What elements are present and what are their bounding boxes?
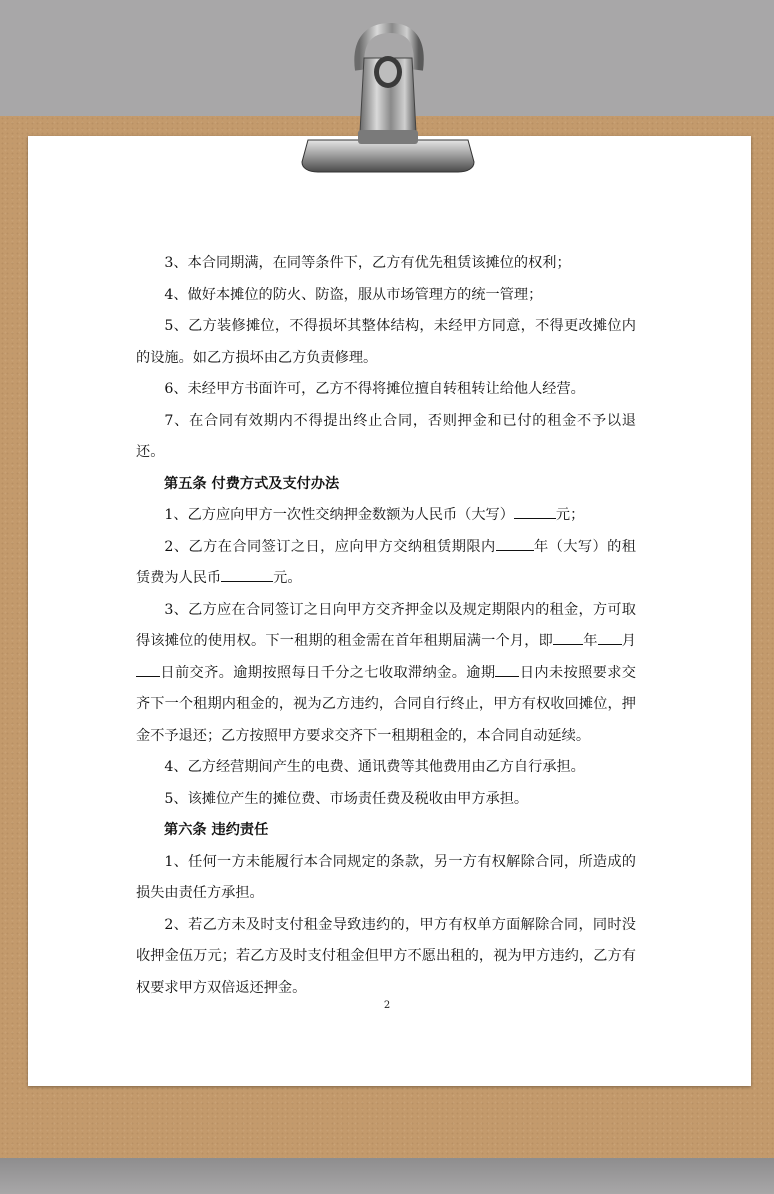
binder-clip-icon — [298, 22, 478, 182]
overdue-days-blank — [495, 676, 519, 677]
payment-clause-3: 3、乙方应在合同签订之日向甲方交齐押金以及规定期限内的租金，方可取得该摊位的使用权。下一租期的租金需在首年租期届满一个月，即 年 月日前交齐。逾期按照每日千分之七收取滞纳金。逾期 日内未按照要求交齐下一个租期内租金的，视为乙方违约，合同自行终止，甲方有权收回摊位，押金不予退还；乙方按照甲方要求交齐下一租期租金的，本合同自动延续。 — [136, 601, 636, 744]
clause-4: 4、做好本摊位的防火、防盗，服从市场管理方的统一管理； — [164, 286, 543, 303]
rent-amount-blank — [221, 581, 273, 582]
page-number: 2 — [383, 1000, 391, 1011]
lease-years-blank — [496, 550, 534, 551]
liability-clause-2: 2、若乙方未及时支付租金导致违约的，甲方有权单方面解除合同，同时没收押金伍万元；若乙方及时支付租金但甲方不愿出租的，视为甲方违约，乙方有权要求甲方双倍返还押金。 — [136, 916, 636, 996]
liability-clause-1: 1、任何一方未能履行本合同规定的条款，另一方有权解除合同，所造成的损失由责任方承担。 — [136, 853, 636, 901]
payment-clause-5: 5、该摊位产生的摊位费、市场责任费及税收由甲方承担。 — [164, 790, 529, 807]
clause-5: 5、乙方装修摊位，不得损坏其整体结构，未经甲方同意，不得更改摊位内的设施。如乙方损坏由乙方负责修理。 — [136, 318, 636, 366]
section-6-heading: 第六条 违约责任 — [164, 822, 269, 838]
deposit-amount-blank — [514, 518, 556, 519]
due-month-blank — [598, 644, 622, 645]
clause-7: 7、在合同有效期内不得提出终止合同，否则押金和已付的租金不予以退还。 — [136, 412, 636, 460]
payment-clause-2: 2、乙方在合同签订之日，应向甲方交纳租赁期限内 年（大写）的租赁费为人民币 元。 — [136, 538, 636, 586]
contract-text — [136, 248, 636, 1004]
payment-clause-4: 4、乙方经营期间产生的电费、通讯费等其他费用由乙方自行承担。 — [164, 759, 585, 775]
clause-3: 3、本合同期满，在同等条件下，乙方有优先租赁该摊位的权利； — [164, 255, 571, 271]
due-year-blank — [553, 644, 583, 645]
payment-clause-1: 1、乙方应向甲方一次性交纳押金数额为人民币（大写） 元； — [164, 507, 585, 523]
section-5-heading: 第五条 付费方式及支付办法 — [164, 475, 340, 492]
due-day-blank — [136, 676, 160, 677]
board-shadow — [0, 1158, 774, 1194]
clause-6: 6、未经甲方书面许可，乙方不得将摊位擅自转租转让给他人经营。 — [164, 381, 585, 397]
